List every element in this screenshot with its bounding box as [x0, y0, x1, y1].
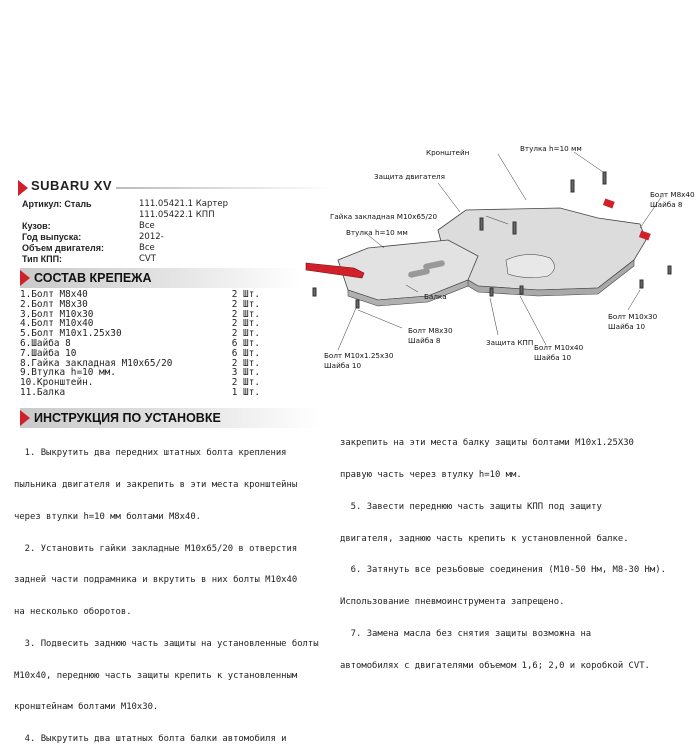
spec-label: Кузов: [22, 221, 51, 231]
label-bolt-m10x125: Болт М10х1.25х30 [324, 351, 394, 360]
instruction-line: 6. Затянуть все резьбовые соединения (М10-50 Нм, М8-30 Нм). [340, 565, 666, 576]
leader-line [358, 310, 402, 328]
instruction-line: М10х40, переднюю часть защиты крепить к установленным [14, 670, 298, 681]
instruction-line: задней части подрамника и вкрутить в них болты М10х40 [14, 575, 298, 586]
label-washer10-right: Шайба 10 [608, 322, 646, 331]
label-washer8-top: Шайба 8 [650, 200, 683, 209]
spec-value: Все [139, 221, 155, 231]
fastener-name: 3.Болт М10х30 [20, 308, 94, 320]
instruction-line: пыльника двигателя и закрепить в эти места кронштейны [14, 479, 298, 490]
instruction-line: 5. Завести переднюю часть защиты КПП под защиту [340, 501, 602, 512]
red-triangle-marker [20, 270, 30, 286]
spec-label: Артикул: Сталь [22, 199, 92, 209]
instruction-line: 2. Установить гайки закладные М10х65/20 в отверстия [14, 543, 298, 554]
label-bushing-left: Втулка h=10 мм [346, 228, 408, 237]
fastener-name: 1.Болт М8х40 [20, 289, 88, 300]
fastener-name: 11.Балка [20, 386, 66, 398]
label-beam: Балка [424, 292, 447, 301]
spec-label: Объем двигателя: [22, 243, 104, 253]
fastener-name: 7.Шайба 10 [20, 347, 77, 359]
bolt-icon [480, 218, 483, 230]
bolt-icon [513, 222, 516, 234]
model-header [18, 178, 318, 198]
label-bolt-m10x30: Болт М10х30 [608, 312, 658, 321]
instructions-left-column [14, 427, 319, 755]
label-washer10-left: Шайба 10 [324, 361, 362, 370]
label-bolt-m8x40: Болт М8х40 [650, 190, 695, 199]
label-bolt-m8x30: Болт М8х30 [408, 326, 453, 335]
instruction-line: двигателя, заднюю часть крепить к установленной балке. [340, 533, 629, 544]
bolt-icon [603, 172, 606, 184]
bracket-part [603, 198, 615, 208]
list-item [20, 388, 260, 398]
instruction-line: Использование пневмоинструмента запрещено. [340, 597, 565, 608]
kpp-guard-plate [338, 240, 478, 300]
red-triangle-marker [18, 180, 28, 196]
instruction-line: 3. Подвесить заднюю часть защиты на установленные болты [14, 638, 319, 649]
spec-value: CVT [139, 254, 156, 264]
label-washer8-bottom: Шайба 8 [408, 336, 441, 345]
model-title: SUBARU XV [31, 178, 113, 193]
fastener-name: 8.Гайка закладная М10х65/20 [20, 357, 173, 369]
instruction-line: автомобилях с двигателями объемом 1,6; 2,0 и коробкой CVT. [340, 660, 650, 671]
label-bolt-m10x40: Болт М10х40 [534, 343, 584, 352]
leader-line [438, 183, 460, 212]
fastener-qty: 2 Шт. [231, 328, 260, 340]
fastener-qty: 2 Шт. [231, 289, 260, 300]
fastener-qty: 2 Шт. [231, 308, 260, 320]
instruction-line: правую часть через втулку h=10 мм. [340, 469, 522, 480]
fastener-qty: 3 Шт. [231, 367, 260, 379]
fastener-qty: 2 Шт. [231, 298, 260, 310]
instructions-title: ИНСТРУКЦИЯ ПО УСТАНОВКЕ [34, 411, 221, 425]
fastener-qty: 2 Шт. [231, 357, 260, 369]
fasteners-list [20, 290, 260, 398]
spec-value: 111.05422.1 КПП [139, 210, 215, 220]
spec-value: Все [139, 243, 155, 253]
instruction-line: 1. Выкрутить два передних штатных болта крепления [14, 448, 287, 459]
red-triangle-marker [20, 410, 30, 426]
label-engine-guard: Защита двигателя [374, 172, 445, 181]
spec-table [22, 199, 282, 269]
instruction-line: 4. Выкрутить два штатных болта балки автомобиля и [14, 734, 287, 745]
bolt-icon [313, 288, 316, 296]
label-washer10-mid: Шайба 10 [534, 353, 572, 362]
instruction-line: закрепить на эти места балку защиты болтами М10х1.25Х30 [340, 438, 634, 449]
assembly-diagram [298, 140, 700, 380]
bolt-icon [571, 180, 574, 192]
label-bushing-top: Втулка h=10 мм [520, 144, 582, 153]
instruction-line: 7. Замена масла без снятия защиты возможна на [340, 628, 592, 639]
leader-line [338, 308, 356, 350]
bolt-icon [356, 300, 359, 308]
instruction-line: через втулки h=10 мм болтами М8х40. [14, 511, 202, 522]
leader-line [574, 152, 603, 172]
fastener-name: 4.Болт М10х40 [20, 318, 94, 330]
leader-line [498, 154, 526, 200]
instruction-line: на несколько оборотов. [14, 607, 132, 618]
bolt-icon [520, 286, 523, 294]
leader-line [628, 290, 640, 310]
fastener-name: 9.Втулка h=10 мм. [20, 367, 116, 379]
fastener-name: 10.Кронштейн. [20, 377, 94, 389]
spec-label: Тип КПП: [22, 254, 63, 264]
label-bracket: Кронштейн [426, 148, 470, 157]
spec-label: Год выпуска: [22, 232, 82, 242]
spec-value: 2012- [139, 232, 164, 242]
bolt-icon [640, 280, 643, 288]
fasteners-title: СОСТАВ КРЕПЕЖА [34, 271, 152, 285]
fastener-qty: 6 Шт. [231, 347, 260, 359]
guard-stamp [506, 254, 555, 277]
bolt-icon [668, 266, 671, 274]
leader-line [490, 298, 498, 335]
fastener-qty: 2 Шт. [231, 318, 260, 330]
spec-value: 111.05421.1 Картер [139, 199, 228, 209]
instructions-section-header [20, 408, 320, 428]
fastener-name: 2.Болт М8х30 [20, 298, 88, 310]
label-kpp-guard: Защита КПП [486, 338, 534, 347]
instruction-line: кронштейнам болтами М10х30. [14, 702, 159, 713]
fastener-name: 5.Болт М10х1.25х30 [20, 328, 122, 340]
fastener-qty: 2 Шт. [231, 377, 260, 389]
instructions-right-column [340, 417, 666, 682]
fastener-name: 6.Шайба 8 [20, 337, 71, 349]
label-nut: Гайка закладная М10х65/20 [330, 212, 438, 221]
fastener-qty: 6 Шт. [231, 337, 260, 349]
fasteners-section-header [20, 268, 300, 288]
bolt-icon [490, 288, 493, 296]
fastener-qty: 1 Шт. [231, 386, 260, 398]
